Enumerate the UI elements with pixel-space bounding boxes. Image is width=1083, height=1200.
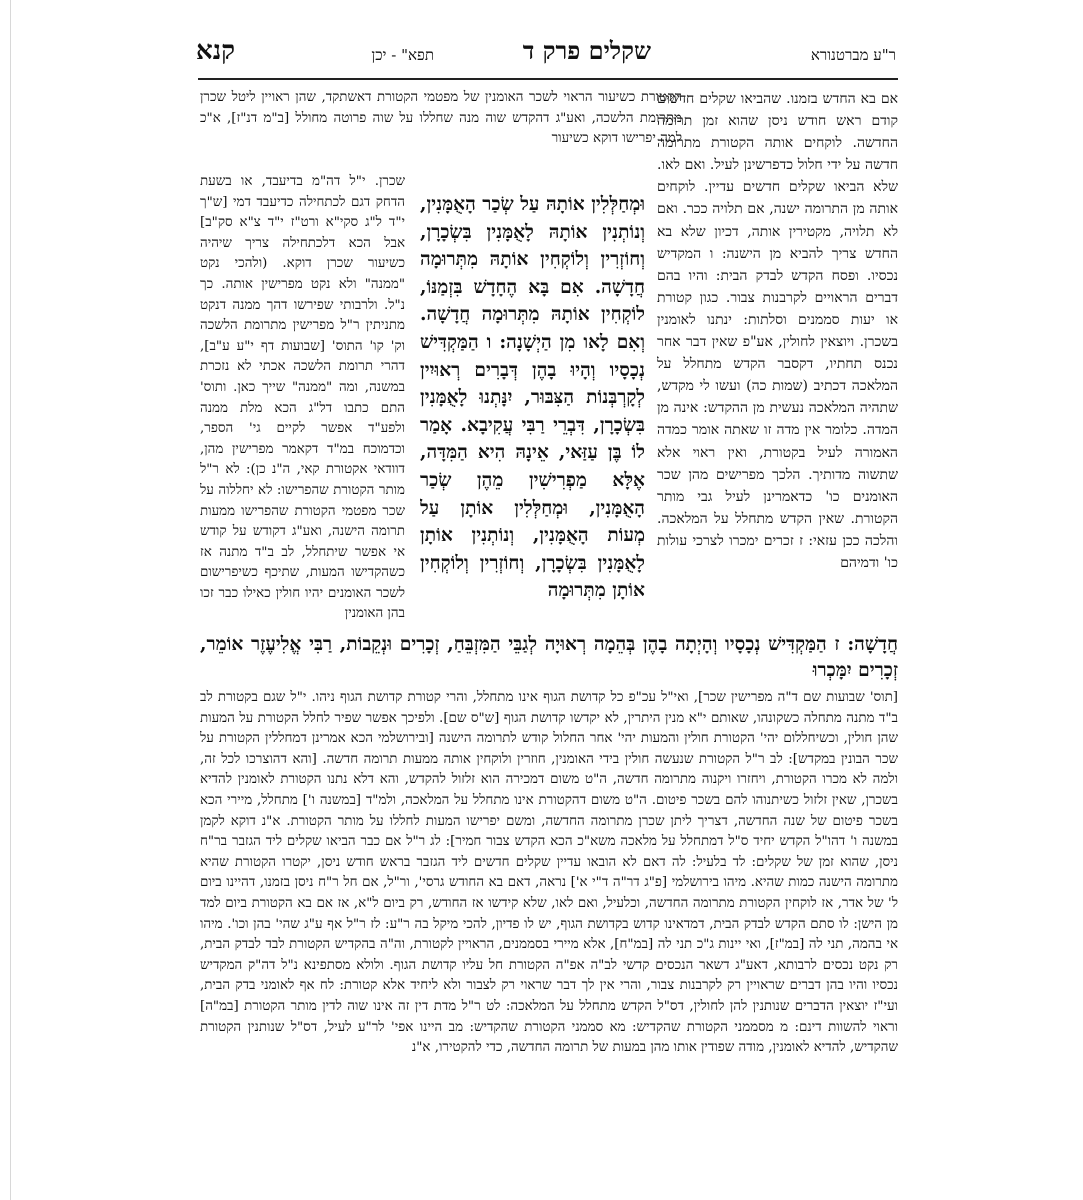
mishna-tail-text: חֲדָשָׁה: ז הַמַּקְדִּישׁ נְכָסָיו וְהָיְתָה בָהֶן בְּהֵמָה רְאוּיָה לְגַבֵּי הַמִּזְבֵּחַ, זְכָרִים וּנְקֵבוֹת, רַבִּי אֱלִיעֶזֶר אוֹמֵר, זְכָרִים יִמָּכְרוּ [200,634,898,681]
binding-edge [10,0,11,1200]
commentary-top-text: הקטורת כשיעור הראוי לשכר האומנין של מפטמי הקטורת דאשתקד, שהן ראויין ליטל שכרן מתרומת הלשכה, ואע"ג דהקדש שוה מנה שחללו על שוה פרוטה מחולל [ב"מ דנ"ז], א"כ למה יפרישו דוקא כשיעור [200,90,682,147]
commentary-left-text: שכרן. י"ל דה"מ בדיעבד, או בשעת הדחק דגם לכתחילה כדיעבד דמי [ש"ך י"ד ל"ג סקי"א ורט"ז י"ד צ"א סק"ב] אבל הכא דלכתחילה צריך שיהיה כשיעור שכרן דוקא. (ולהכי נקט "ממנה" ולא נקט מפרישין אותה. כך נ"ל. ולרבותי שפירשו דהך ממנה דנקט מתניתין ר"ל מפרישין מתרומת הלשכה וק' קו' התוס' [שבועות דף י"ע ע"ב], דהרי תרומת הלשכה אכתי לא נזכרת במשנה, ומה "ממנה" שייך כאן. ותוס' התם כתבו דל"ג הכא מלת ממנה ולפע"ד אפשר לקיים גי' הספר, וכדמוכח במ"ד דקאמר מפרישין מהן, דוודאי אקטורת קאי, ה"נ כן): לא ר"ל מותר הקטורת שהפרישו: לא יחללוה על שכר מפטמי הקטורת שהפרישו ממעות תרומה הישנה, ואע"ג דקודש על קודש אי אפשר שיתחלל, לב ב"ד מתנה אז כשהקדישו המעות, שתיכף כשיפרישום לשכר האומנים יהיו חולין כאילו כבר זכו בהן האומנין [200,174,405,622]
commentary-name: ר"ע מברטנורא [810,46,896,64]
mishna-continuation [200,632,898,684]
commentary-top-block [200,88,682,172]
header-rule [198,78,898,80]
bartenura-text: אם בא החדש בזמנו. שהביאו שקלים חדשים קודם ראש חודש ניסן שהוא זמן תרומה החדשה. לוקחים אותה הקטורת מתרומה חדשה על ידי חלול כדפרשינן לעיל. ואם לאו. שלא הביאו שקלים חדשים עדיין. לוקחים אותה מן התרומה ישנה, אם תלויה ככר. ואם לא תלויה, מקטירין אותה, דכיון שלא בא החדש צריך להביא מן הישנה: ו המקדיש נכסיו. ופסח הקדש לבדק הבית: והיו בהם דברים הראויים לקרבנות צבור. כגון קטורת או יעות סממנים וסלתות: ינתנו לאומנין בשכרן. ויוצאין לחולין, אע"פ שאין דבר אחר נכנס תחתיו, דקסבר הקדש מתחלל על המלאכה דכתיב (שמות כה) ועשו לי מקדש, שתהיה המלאכה נעשית מן ההקדש: אינה מן המדה. כלומר אין מדה זו שאתה אומר כמדה האמורה לעיל בקטורת, ואין ראוי אלא שתשוה מדותיך. הלכך מפרישים מהן שכר האומנים כו' כדאמרינן לעיל גבי מותר הקטורת. שאין הקדש מתחלל על המלאכה. והלכה ככן עזאי: ז זכרים ימכרו לצרכי עולות כו' ודמיהם [657,91,898,571]
mishna-text: וּמְחַלְּלִין אוֹתָהּ עַל שְׂכַר הָאֻמָּנִין, וְנוֹתְנִין אוֹתָהּ לָאֻמָּנִין בִּשְׂכָרָן, וְחוֹזְרִין וְלוֹקְחִין אוֹתָהּ מִתְּרוּמָה חֲדָשָׁה. אִם בָּא הֶחָדָשׁ בִּזְמַנּוֹ, לוֹקְחִין אוֹתָהּ מִתְּרוּמָה חֲדָשָׁה. וְאִם לָאו מִן הַיְשָׁנָה: ו הַמַּקְדִּישׁ נְכָסָיו וְהָיוּ בָהֶן דְּבָרִים רְאוּיִין לְקָרְבְּנוֹת הַצִּבּוּר, יִנָּתְנוּ לָאֻמָּנִין בִּשְׂכָרָן, דִּבְרֵי רַבִּי עֲקִיבָא. אָמַר לוֹ בֶּן עַזַּאי, אֵינָהּ הִיא הַמִּדָּה, אֶלָּא מַפְרִישִׁין מֵהֶן שְׂכַר הָאֻמָּנִין, וּמְחַלְּלִין אוֹתָן עַל מְעוֹת הָאֻמָּנִין, וְנוֹתְנִין אוֹתָן לָאֻמָּנִין בִּשְׂכָרָן, וְחוֹזְרִין וְלוֹקְחִין אוֹתָן מִתְּרוּמָה [420,194,645,602]
running-header [196,34,896,74]
commentary-left-column [200,172,405,680]
mishna-column [420,191,645,678]
bottom-commentary-text: [תוס' שבועות שם ד"ה מפרישין שכר], ואי"ל עכ"פ כל קדושת הגוף אינו מתחלל, והרי קטורת קדושת הגוף ניהו. י"ל שגם בקטורת לב ב"ד מתנה מתחלה כשקונהו, שאותם י"א מנין היתרין, לא יקדשו קדושת הגוף [ש"ס שם]. ולפיכך אפשר שפיר לחלל הקטורת על המעות שהן חולין, וכשיחללום יהי' הקטורת חולין והמעות יהי' אחר החלול קודש לתרומה הישנה [ובירושלמי הכא אמרינן דמחללין הקטורת על שכר הבונין במקדש]: לב ר"ל הקטורת שנעשה חולין בידי האומנין, חוזרין ולוקחין אותה ממעות תרומה חדשה. [והא דהוצרכו לכל זה, ולמה לא מכרו הקטורת, ויחזרו ויקנוה מתרומה חדשה, ה"ט משום דמכירה הוא זלזול להקדש, והא דלא נתנו הקטורת לאומנין להדיא בשכרן, שאין זלזול כשיתנוהו להם בשכר פיטום. ה"ט משום דהקטורת אינו מתחלל על המלאכה, ולמ"ד [במשנה ו'] מתחלל, מיירי הכא בשכר פיטום של שנה החדשה, דצריך ליתן שכרן מתרומה החדשה, ומשם יפרישו המעות לחללו על מותר הקטורת. א"נ דוקא לקמן במשנה ו' דהו"ל הקדש יחיד ס"ל דמתחלל על מלאכה משא"כ הכא הקדש צבור חמיר]: לג ר"ל אם כבר הביאו שקלים ליד הגזבר בר"ח ניסן, שהוא זמן של שקלים: לד בלעיל: לה דאם לא הובאו עדיין שקלים חדשים ליד הגזבר בראש חודש ניסן, יקטרו הקטורת שהיא מתרומה הישנה כמות שהיא. מיהו בירושלמי [פ"ג דר"ה ד"י א'] נראה, דאם בא החודש גרסי', ור"ל, אם חל ר"ח ניסן בזמנו, דהיינו ביום ל' של אדר, אז לוקחין הקטורת מתרומה החדשה, וכלעיל, ואם לאו, שלא קידשו אז החודש, רק ביום ל"א, אז אם בא הקטורת ביום למד מן הישן: לו סתם הקדש לבדק הבית, דמדאינו קדוש בקדושת הגוף, יש לו פדיון, להכי מיקל בה ר"ע: לז ר"ל אף ע"ג שהי' בהן וכו'. מיהו אי בהמה, תני לה [במ"ז], ואי יינות ג"כ תני לה [במ"ח], אלא מיירי בסממנים, הראויין לקטורת, וה"ה בהקדיש הקטורת לבד לבדק הבית, רק נקט נכסים לרבותא, דאע"ג דשאר הנכסים קדשי לב"ה אפ"ה הקטורת חל עליו קדושת הגוף. ולולא מסתפינא נ"ל דה"ק המקדיש נכסיו והיו בהן דברים שראויין רק לקרבנות צבור, והרי אין לך דבר שראוי רק לצבור ולא ליחיד אלא קטורת: לח אף לאומני בדק הבית, ועי"ז יוצאין הדברים שנותנין להן לחולין, דס"ל הקדש מתחלל על המלאכה: לט ר"ל מדת דין זה אינו שוה לדין מותר הקטורת [במ"ה] וראוי להשוות דינם: מ מסממני הקטורת שהקדיש: מא סממני הקטורת שהקדיש: מב היינו אפי' לר"ע לעיל, דס"ל שנותנין הקטורת שהקדיש, להדיא לאומנין, מודה שפודין אותו מהן במעות של תרומה החדשה, כדי להקטירו, א"נ [200,690,898,1056]
page-margin [200,1130,898,1190]
chapter-title: שקלים פרק ד [522,36,651,65]
page-range: תפא" - יכן [371,46,434,64]
bottom-commentary [200,688,898,1124]
folio-number: קנא [196,36,236,66]
bartenura-commentary [657,88,898,680]
